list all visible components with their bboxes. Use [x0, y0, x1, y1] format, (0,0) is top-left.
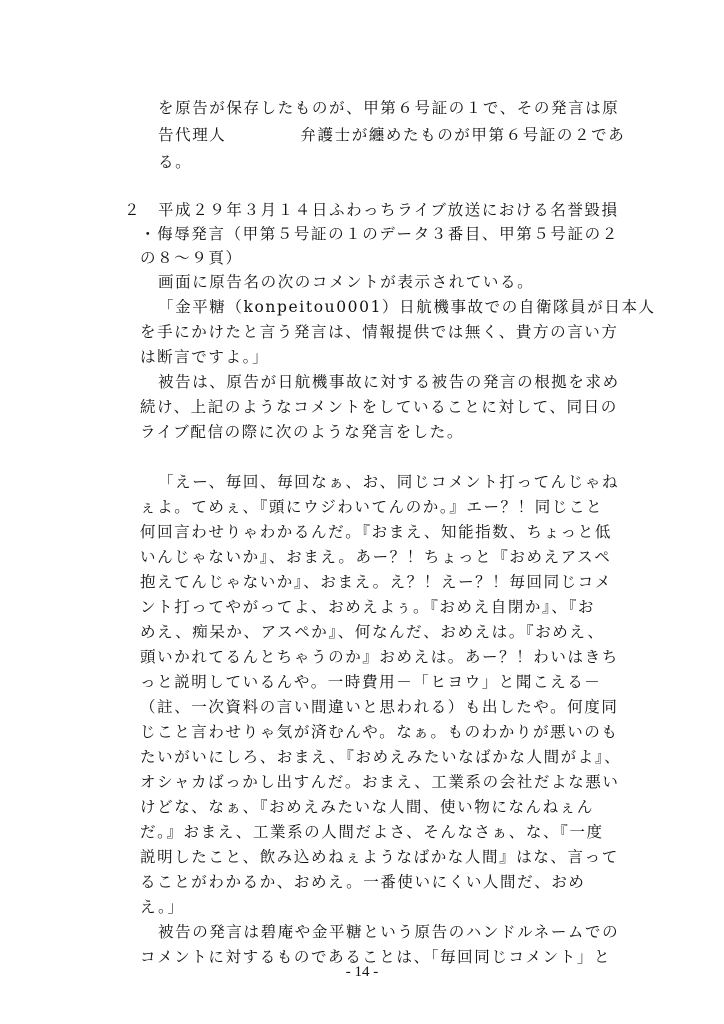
page-number: - 14 - — [345, 964, 379, 980]
body-line-2: 「金平糖（konpeitou0001）日航機事故での自衛隊員が日本人 — [158, 298, 656, 316]
quote-line: え。」 — [140, 898, 185, 916]
quote-line: （註、一次資料の言い間違いと思われる）も出したや。何度同 — [140, 698, 619, 716]
intro-line-2 — [158, 123, 625, 147]
quote-line: ぇよ。てめぇ、『頭にウジわいてんのか。』エー？！同じこと — [140, 498, 604, 516]
body-line-6: 続け、上記のようなコメントをしていることに対して、同日の — [140, 398, 618, 416]
quote-line: けどな、なぁ、『おめえみたいな人間、使い物になんねぇん — [140, 798, 594, 816]
quote-line: だ。』おまえ、工業系の人間だよさ、そんなさぁ、な、『一度 — [140, 823, 604, 841]
intro-line-2b: 弁護士が纏めたものが甲第６号証の２であ — [300, 126, 626, 144]
quote-line: 「えー、毎回、毎回なぁ、お、同じコメント打ってんじゃね — [158, 473, 620, 491]
section-heading-line-3: の８～９頁） — [140, 249, 243, 267]
intro-line-1: を原告が保存したものが、甲第６号証の１で、その発言は原 — [158, 99, 620, 117]
quote-line: たいがいにしろ、おまえ、『おめえみたいなばかな人間がよ』、 — [140, 748, 622, 766]
quote-line: ることがわかるか、おめえ。一番使いにくい人間だ、おめ — [140, 873, 586, 891]
quote-line: 説明したこと、飲み込めねぇようなばかな人間』はな、言って — [140, 848, 619, 866]
intro-line-2a: 告代理人 — [158, 126, 227, 144]
quote-line: ント打ってやがってよ、おめえよぅ。『おめえ自閉か』、『お — [140, 598, 595, 616]
closing-line-1: 被告の発言は碧庵や金平糖という原告のハンドルネームでの — [158, 923, 620, 941]
quote-line: いんじゃないか』、おまえ。あー？！ちょっと『おめえアスペ — [140, 548, 612, 566]
quote-line: じこと言わせりゃ気が済むんや。なぁ。ものわかりが悪いのも — [140, 723, 619, 741]
quote-line: っと説明しているんや。一時費用－「ヒヨウ」と聞こえる－ — [140, 673, 602, 691]
body-line-4: は断言ですよ。」 — [140, 348, 270, 366]
quote-line: 頭いかれてるんとちゃうのか』おめえは。あー？！わいはきち — [140, 648, 619, 666]
section-heading-line-2: ・侮辱発言（甲第５号証の１のデータ３番目、甲第５号証の２ — [140, 225, 619, 243]
quote-line: めえ、痴呆か、アスペか』、何なんだ、おめえは。『おめえ、 — [140, 623, 605, 641]
body-line-5: 被告は、原告が日航機事故に対する被告の発言の根拠を求め — [158, 373, 620, 391]
section-heading-line-1: 平成２９年３月１４日ふわっちライブ放送における名誉毀損 — [158, 201, 619, 219]
body-line-1: 画面に原告名の次のコメントが表示されている。 — [158, 273, 535, 291]
body-line-3: を手にかけたと言う発言は、情報提供では無く、貴方の言い方 — [140, 323, 619, 341]
quote-line: 抱えてんじゃないか』、おまえ。え？！えー？！毎回同じコメ — [140, 573, 612, 591]
intro-line-3: る。 — [158, 153, 193, 171]
quote-line: 何回言わせりゃわかるんだ。『おまえ、知能指数、ちょっと低 — [140, 523, 612, 541]
quote-line: オシャカばっかし出すんだ。おまえ、工業系の会社だよな悪い — [140, 773, 620, 791]
body-line-7: ライブ配信の際に次のような発言をした。 — [140, 423, 464, 441]
section-number: ２ — [124, 201, 140, 219]
closing-line-2: コメントに対するものであることは、「毎回同じコメント」と — [140, 948, 612, 966]
